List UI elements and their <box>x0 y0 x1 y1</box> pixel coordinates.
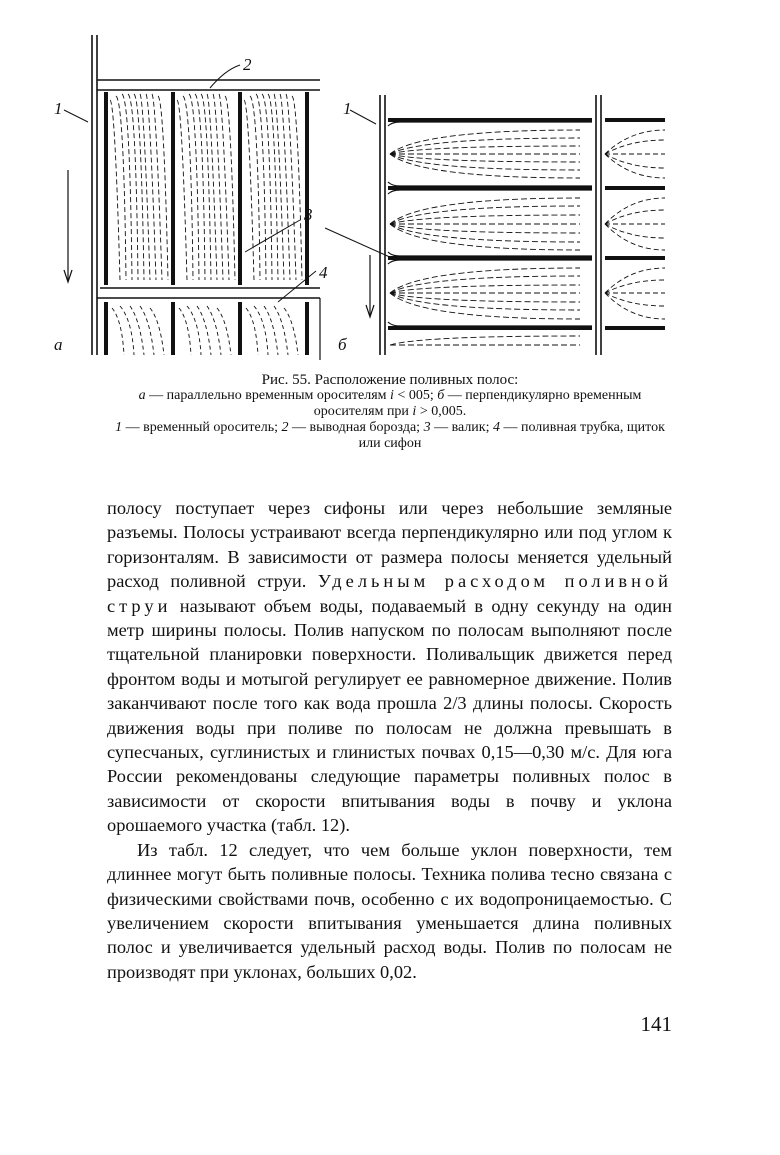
legend-1-num: 1 <box>115 420 123 435</box>
paragraph-1-start: полосу поступает через сифоны или через небольшие земляные разъемы. Полосы устраивают всегда перпендикулярно или под углом к горизонталям. В зависимости от размера полосы меняется удельный расход поливной струи. <box>107 498 672 592</box>
label-1-left: 1 <box>54 99 63 118</box>
label-a: а <box>54 335 63 354</box>
caption-a-text: — параллельно временным оросителям <box>145 388 391 403</box>
legend-4-num: 4 <box>493 420 500 435</box>
label-b: б <box>338 335 347 354</box>
caption-line-a <box>110 388 670 420</box>
caption-b-prefix: б <box>437 388 445 403</box>
diagram-a <box>64 35 320 360</box>
paragraph-1-end: называют объем воды, подаваемый в одну секунду на один метр ширины полосы. Полив напуском по полосам выполняют после тщательной планировки поверхности. Поливальщик движется перед фронтом воды и мотыгой регулирует ее равномерное движение. Полив заканчивают после того как вода прошла 2/3 длины полосы. Скорость движения воды при поливе по полосам не должна превышать в супесчаных, суглинистых и глинистых почвах 0,15—0,30 м/с. Для юга России рекомендованы следующие параметры поливных полос в зависимости от скорости впитывания воды в почву и уклона орошаемого участка (табл. 12). <box>107 595 672 836</box>
label-2: 2 <box>243 55 252 74</box>
label-4: 4 <box>319 263 328 282</box>
legend-4-text: — поливная трубка, щиток или сифон <box>358 420 665 451</box>
legend-2-text: — выводная борозда; <box>288 420 424 435</box>
paragraph-1-term: Удельным расходом поливной струи <box>107 571 672 616</box>
caption-a-var: i <box>390 388 394 403</box>
body-text <box>107 496 672 984</box>
label-1-right: 1 <box>343 99 352 118</box>
legend-3-num: 3 <box>423 420 431 435</box>
paragraph-2: Из табл. 12 следует, что чем больше уклон поверхности, тем длиннее могут быть поливные полосы. Техника полива тесно связана с физическими свойствами почв, особенно с их водопроницаемостью. С увеличением скорости впитывания уменьшается длина поливных полос и увеличивается удельный расход воды. Полив по полосам не производят при уклонах, больших 0,02. <box>107 839 672 982</box>
paragraph-1 <box>107 496 672 838</box>
diagram-b <box>325 95 665 355</box>
label-3: 3 <box>304 205 313 224</box>
legend-1-text: — временный ороситель; <box>122 420 282 435</box>
caption-b-text: — перпендикулярно временным оросителям при <box>313 388 642 419</box>
caption-a-value: < 005; <box>393 388 438 403</box>
figure-caption <box>110 372 670 452</box>
legend-3-text: — валик; <box>430 420 493 435</box>
caption-legend <box>110 420 670 452</box>
irrigation-strips-figure <box>40 30 700 366</box>
caption-b-var: i <box>412 404 417 419</box>
caption-a-prefix: а <box>138 388 146 403</box>
legend-2-num: 2 <box>281 420 289 435</box>
page-number: 141 <box>640 1012 672 1036</box>
caption-b-value: > 0,005. <box>416 404 467 419</box>
caption-title: Рис. 55. Расположение поливных полос: <box>261 372 519 388</box>
